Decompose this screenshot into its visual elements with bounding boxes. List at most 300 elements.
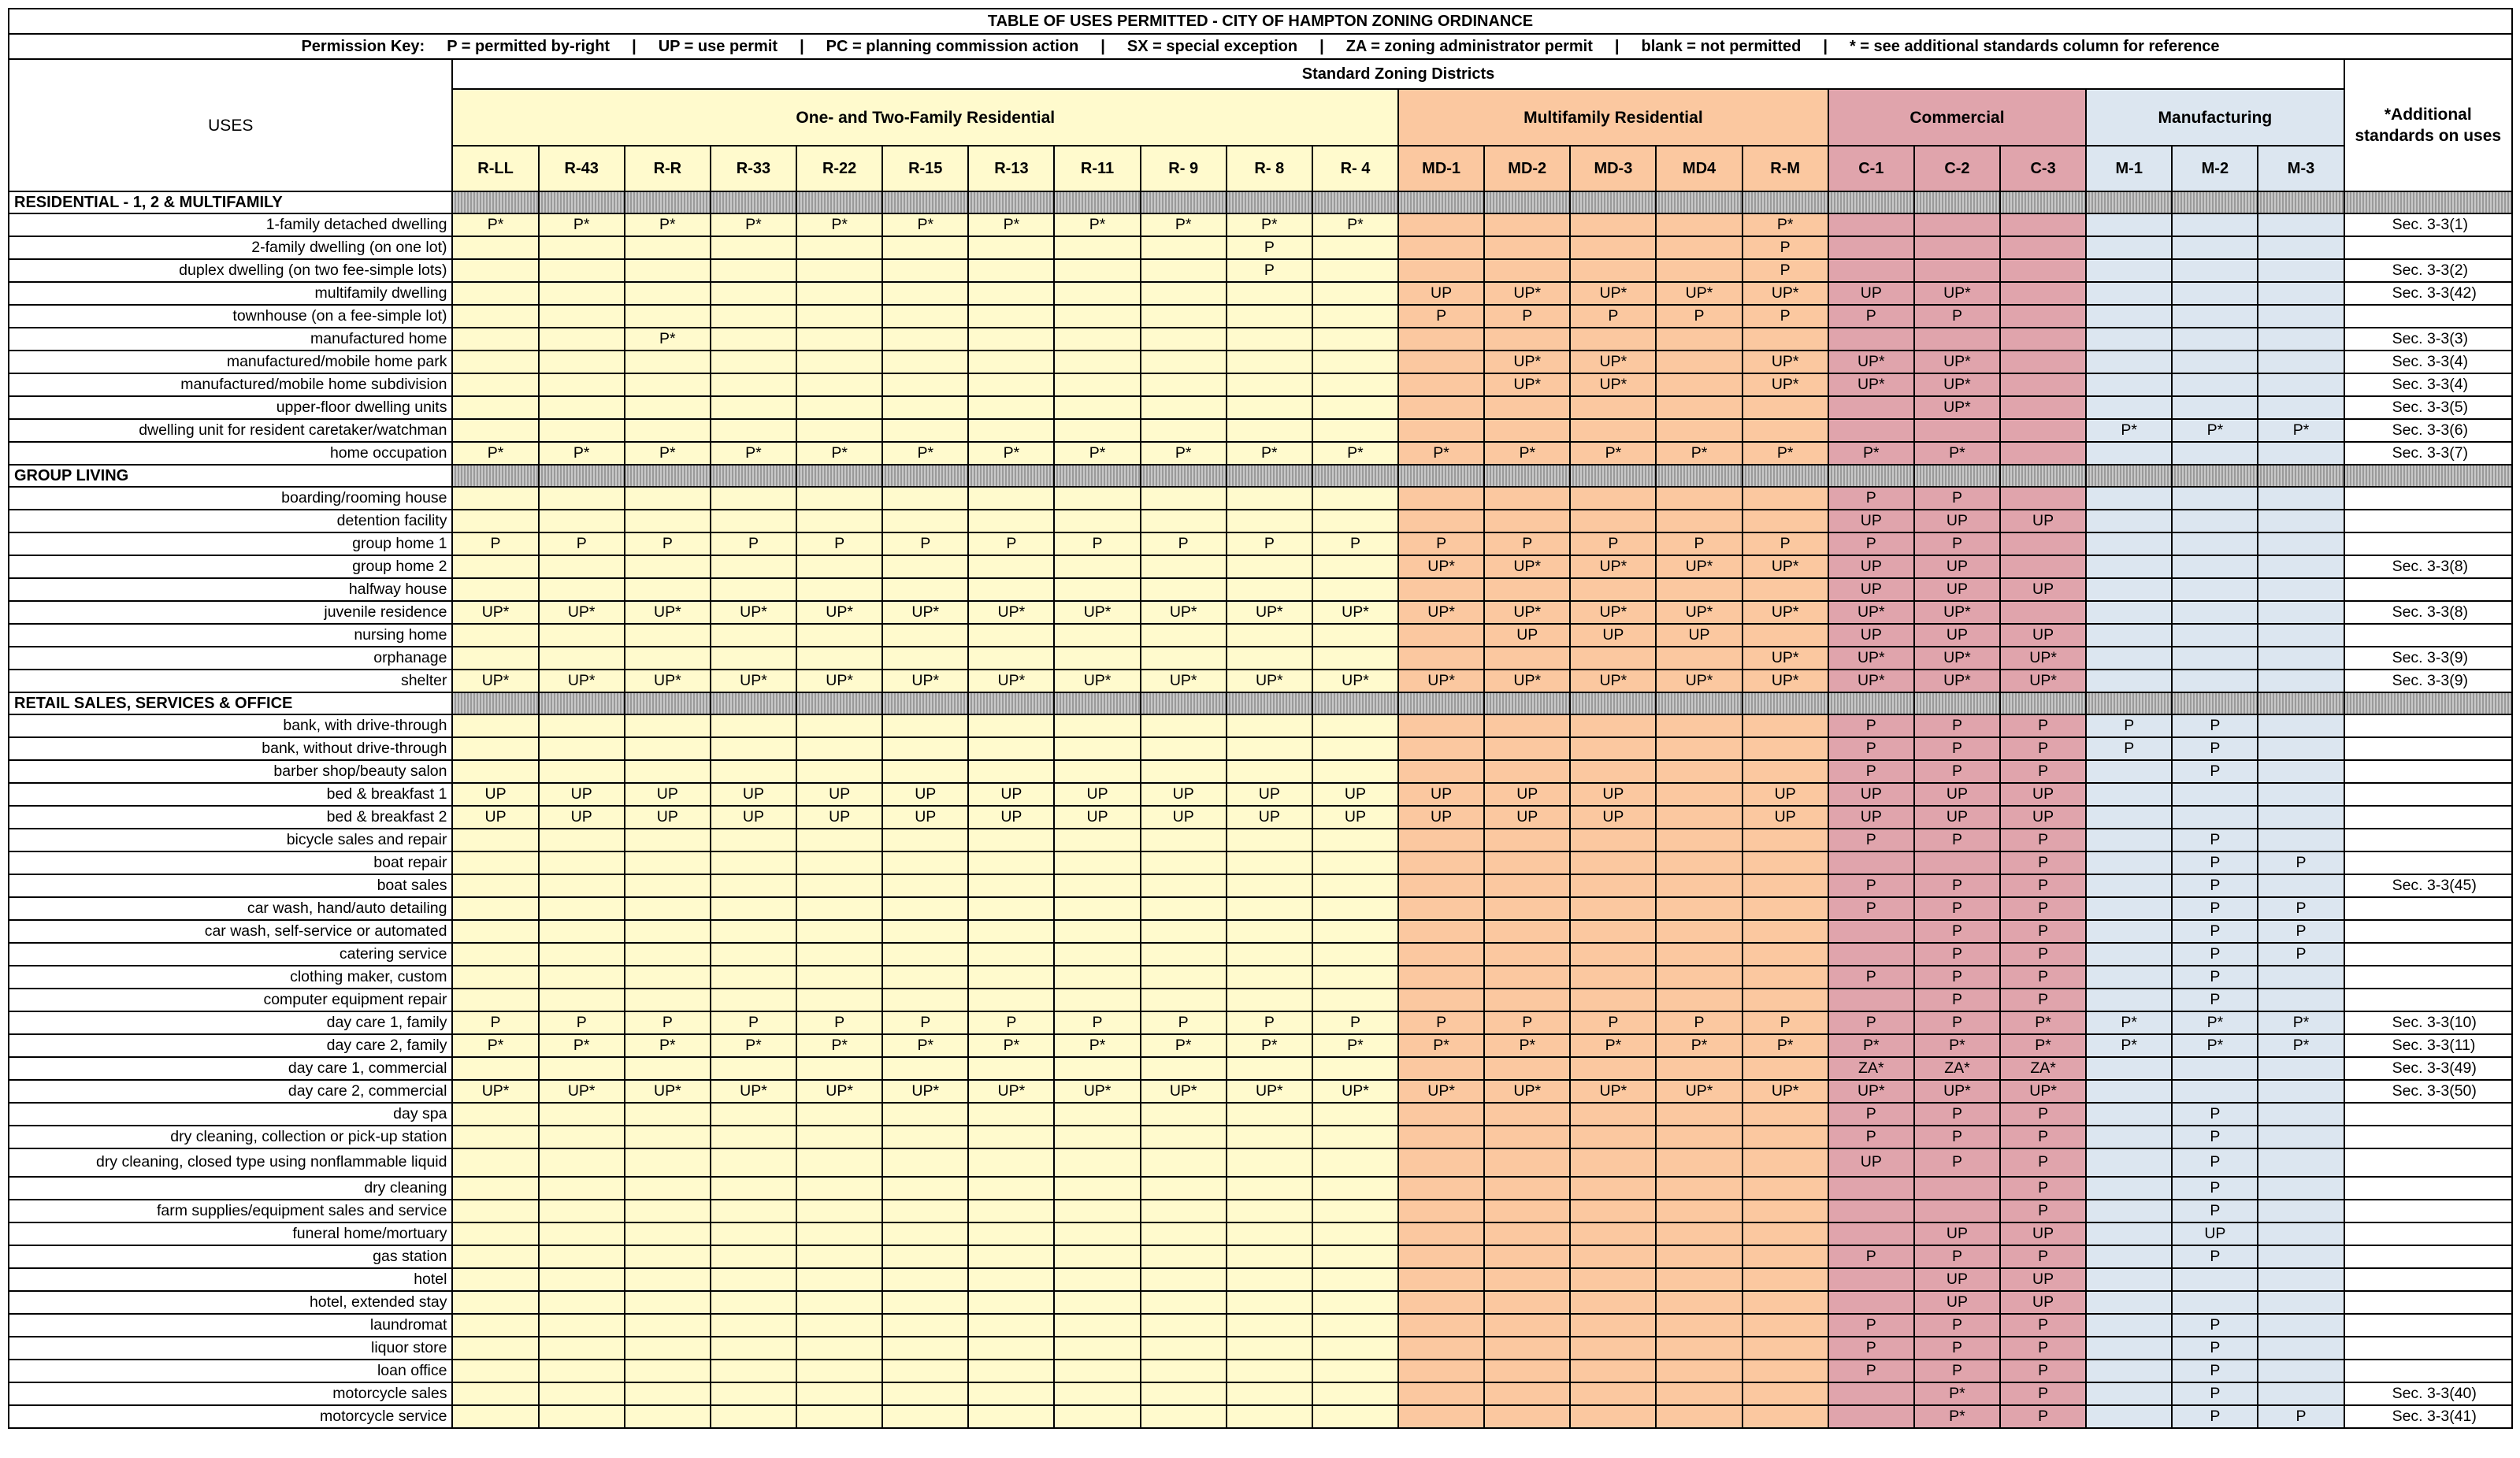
permission-cell xyxy=(1054,1126,1140,1148)
permission-cell xyxy=(882,1200,968,1222)
permission-cell xyxy=(1054,419,1140,442)
permission-cell xyxy=(1054,487,1140,510)
permission-cell xyxy=(625,1405,711,1428)
section-divider-cell xyxy=(1312,692,1398,714)
table-row xyxy=(9,1222,2512,1245)
table-row xyxy=(9,783,2512,806)
district-group-header: Commercial xyxy=(1828,89,2086,146)
permission-cell xyxy=(1656,1245,1742,1268)
permission-cell xyxy=(968,647,1054,670)
permission-cell xyxy=(882,829,968,851)
section-divider-cell xyxy=(2086,692,2172,714)
permission-cell xyxy=(1656,989,1742,1011)
permission-cell xyxy=(1054,578,1140,601)
key-separator: | xyxy=(1319,38,1324,55)
permission-cell xyxy=(539,419,625,442)
permission-cell xyxy=(2258,1268,2344,1291)
additional-standard-ref xyxy=(2344,1200,2512,1222)
permission-cell: UP* xyxy=(1570,601,1656,624)
permission-cell xyxy=(2086,760,2172,783)
additional-standard-ref: Sec. 3-3(1) xyxy=(2344,213,2512,236)
permission-cell xyxy=(452,1268,538,1291)
permission-cell: P xyxy=(1227,532,1312,555)
section-divider-cell xyxy=(882,692,968,714)
permission-cell xyxy=(1484,236,1570,259)
section-divider-cell xyxy=(882,191,968,213)
permission-cell: P xyxy=(1914,1126,2000,1148)
permission-cell: P xyxy=(1828,1314,1914,1337)
permission-cell xyxy=(1141,1382,1227,1405)
permission-cell xyxy=(1656,1126,1742,1148)
permission-cell xyxy=(882,1268,968,1291)
permission-cell xyxy=(1398,1245,1484,1268)
permission-cell xyxy=(539,1337,625,1360)
table-row xyxy=(9,282,2512,305)
permission-cell xyxy=(2172,442,2258,465)
permission-cell xyxy=(711,396,796,419)
permission-cell xyxy=(1570,966,1656,989)
permission-cell: UP* xyxy=(539,601,625,624)
use-name: nursing home xyxy=(9,624,452,647)
permission-cell xyxy=(1656,1057,1742,1080)
permission-cell: P xyxy=(2000,714,2086,737)
permission-cell: P* xyxy=(1312,213,1398,236)
permission-cell: UP* xyxy=(1312,601,1398,624)
permission-cell: P* xyxy=(1570,442,1656,465)
permission-cell xyxy=(1742,874,1828,897)
permission-cell xyxy=(1398,1382,1484,1405)
permission-cell xyxy=(1141,510,1227,532)
permission-key-item: PC = planning commission action xyxy=(826,38,1079,55)
permission-cell: P xyxy=(2172,714,2258,737)
permission-cell xyxy=(625,943,711,966)
permission-cell xyxy=(1227,1360,1312,1382)
table-row xyxy=(9,442,2512,465)
permission-cell: UP* xyxy=(1054,601,1140,624)
permission-cell xyxy=(1054,897,1140,920)
additional-standard-ref: Sec. 3-3(7) xyxy=(2344,442,2512,465)
permission-cell xyxy=(1054,1148,1140,1177)
permission-cell: ZA* xyxy=(1914,1057,2000,1080)
section-divider-cell xyxy=(2086,191,2172,213)
permission-cell: P xyxy=(1054,1011,1140,1034)
use-name: car wash, self-service or automated xyxy=(9,920,452,943)
permission-cell: UP xyxy=(1312,783,1398,806)
permission-cell xyxy=(2000,236,2086,259)
permission-cell xyxy=(452,897,538,920)
permission-cell xyxy=(796,1314,882,1337)
additional-standard-ref xyxy=(2344,829,2512,851)
permission-cell xyxy=(1742,1222,1828,1245)
permission-cell xyxy=(968,1126,1054,1148)
permission-cell xyxy=(1054,510,1140,532)
permission-cell xyxy=(796,989,882,1011)
permission-cell xyxy=(452,1148,538,1177)
permission-cell: UP xyxy=(796,783,882,806)
section-divider-cell xyxy=(2258,191,2344,213)
permission-cell xyxy=(1742,1103,1828,1126)
permission-cell: P* xyxy=(1656,1034,1742,1057)
permission-cell: UP xyxy=(1828,510,1914,532)
permission-cell xyxy=(2258,601,2344,624)
permission-cell xyxy=(625,737,711,760)
permission-cell xyxy=(1227,396,1312,419)
permission-cell xyxy=(1398,1126,1484,1148)
permission-cell xyxy=(796,396,882,419)
permission-cell xyxy=(882,920,968,943)
permission-cell: P xyxy=(1742,259,1828,282)
permission-cell xyxy=(711,1382,796,1405)
table-row xyxy=(9,760,2512,783)
district-code-header: M-2 xyxy=(2172,146,2258,191)
permission-cell xyxy=(2086,1382,2172,1405)
permission-key-item: * = see additional standards column for reference xyxy=(1849,38,2220,55)
permission-cell xyxy=(1141,1360,1227,1382)
permission-key-item: blank = not permitted xyxy=(1641,38,1802,55)
permission-cell: UP* xyxy=(1656,555,1742,578)
permission-cell xyxy=(882,1222,968,1245)
permission-cell: UP* xyxy=(1742,670,1828,692)
permission-cell xyxy=(1227,737,1312,760)
permission-cell xyxy=(968,989,1054,1011)
permission-cell xyxy=(2172,373,2258,396)
additional-standard-ref: Sec. 3-3(4) xyxy=(2344,351,2512,373)
permission-cell xyxy=(1742,1126,1828,1148)
permission-cell xyxy=(1398,829,1484,851)
permission-cell xyxy=(1570,920,1656,943)
permission-cell xyxy=(452,1382,538,1405)
permission-cell: UP xyxy=(968,806,1054,829)
permission-cell xyxy=(796,236,882,259)
table-row xyxy=(9,624,2512,647)
permission-cell xyxy=(539,1314,625,1337)
permission-cell xyxy=(1656,874,1742,897)
permission-cell: P xyxy=(1054,532,1140,555)
permission-cell xyxy=(1484,1314,1570,1337)
permission-cell: P xyxy=(1828,737,1914,760)
permission-cell xyxy=(625,1382,711,1405)
permission-cell xyxy=(539,989,625,1011)
permission-cell xyxy=(452,1057,538,1080)
permission-cell xyxy=(1742,1314,1828,1337)
permission-cell: UP xyxy=(1398,282,1484,305)
section-title: GROUP LIVING xyxy=(9,465,452,487)
uses-permitted-table xyxy=(8,8,2513,1429)
permission-cell xyxy=(711,1405,796,1428)
permission-cell xyxy=(452,487,538,510)
district-code-header: C-3 xyxy=(2000,146,2086,191)
permission-cell: P xyxy=(1828,874,1914,897)
permission-cell xyxy=(1227,1291,1312,1314)
permission-cell xyxy=(1227,555,1312,578)
permission-cell xyxy=(1398,259,1484,282)
permission-cell: P xyxy=(1914,989,2000,1011)
permission-cell xyxy=(2172,487,2258,510)
permission-cell xyxy=(1398,1268,1484,1291)
table-row xyxy=(9,419,2512,442)
permission-cell xyxy=(1141,1200,1227,1222)
permission-cell xyxy=(2086,396,2172,419)
permission-cell xyxy=(1914,328,2000,351)
permission-cell xyxy=(625,236,711,259)
permission-cell xyxy=(882,989,968,1011)
permission-cell xyxy=(1828,1382,1914,1405)
permission-cell xyxy=(1141,1314,1227,1337)
permission-cell: P xyxy=(1828,305,1914,328)
permission-cell xyxy=(2086,966,2172,989)
permission-cell xyxy=(882,1405,968,1428)
permission-cell xyxy=(1398,1360,1484,1382)
permission-cell: UP* xyxy=(2000,670,2086,692)
permission-cell: UP* xyxy=(2000,647,2086,670)
permission-cell: P xyxy=(1141,1011,1227,1034)
permission-cell xyxy=(1914,1177,2000,1200)
permission-cell xyxy=(1484,1291,1570,1314)
use-name: 2-family dwelling (on one lot) xyxy=(9,236,452,259)
table-row xyxy=(9,920,2512,943)
permission-cell: P xyxy=(1742,236,1828,259)
use-name: dry cleaning xyxy=(9,1177,452,1200)
table-row xyxy=(9,1268,2512,1291)
permission-cell xyxy=(2172,259,2258,282)
section-header-row xyxy=(9,191,2512,213)
permission-cell xyxy=(711,259,796,282)
section-divider-cell xyxy=(2344,191,2512,213)
section-divider-cell xyxy=(1914,692,2000,714)
table-row xyxy=(9,1177,2512,1200)
permission-cell xyxy=(1570,1177,1656,1200)
district-code-header: R-15 xyxy=(882,146,968,191)
permission-cell xyxy=(452,760,538,783)
permission-cell xyxy=(452,1360,538,1382)
permission-cell xyxy=(452,714,538,737)
permission-cell xyxy=(1742,1200,1828,1222)
permission-cell xyxy=(1570,943,1656,966)
permission-cell xyxy=(2086,510,2172,532)
permission-cell xyxy=(1054,989,1140,1011)
permission-cell xyxy=(1742,419,1828,442)
permission-cell xyxy=(1312,555,1398,578)
permission-cell xyxy=(625,989,711,1011)
permission-cell: P xyxy=(452,1011,538,1034)
permission-cell xyxy=(2258,1382,2344,1405)
section-divider-cell xyxy=(1141,191,1227,213)
permission-cell: UP xyxy=(1570,783,1656,806)
permission-cell xyxy=(2258,1126,2344,1148)
permission-cell xyxy=(2086,305,2172,328)
section-divider-cell xyxy=(796,692,882,714)
permission-cell: P xyxy=(1828,829,1914,851)
permission-cell xyxy=(882,737,968,760)
district-code-header: R-22 xyxy=(796,146,882,191)
permission-cell xyxy=(1227,1268,1312,1291)
permission-cell xyxy=(1914,213,2000,236)
permission-cell xyxy=(968,851,1054,874)
permission-cell xyxy=(711,1177,796,1200)
permission-cell: UP* xyxy=(1742,1080,1828,1103)
permission-cell: UP xyxy=(1227,806,1312,829)
permission-cell xyxy=(968,510,1054,532)
permission-cell xyxy=(2258,1103,2344,1126)
permission-cell xyxy=(1141,1268,1227,1291)
permission-cell xyxy=(1054,282,1140,305)
permission-cell xyxy=(625,829,711,851)
permission-cell: UP* xyxy=(1828,647,1914,670)
permission-cell: UP* xyxy=(1828,1080,1914,1103)
permission-cell xyxy=(711,989,796,1011)
permission-cell xyxy=(1227,989,1312,1011)
section-divider-cell xyxy=(1484,191,1570,213)
permission-cell: UP* xyxy=(539,1080,625,1103)
permission-cell xyxy=(968,373,1054,396)
use-name: home occupation xyxy=(9,442,452,465)
permission-cell xyxy=(1484,510,1570,532)
permission-cell: UP* xyxy=(1570,670,1656,692)
use-name: barber shop/beauty salon xyxy=(9,760,452,783)
permission-cell xyxy=(1054,396,1140,419)
table-row xyxy=(9,555,2512,578)
permission-cell xyxy=(1398,760,1484,783)
permission-cell xyxy=(625,1200,711,1222)
section-header-row xyxy=(9,465,2512,487)
permission-cell xyxy=(1742,328,1828,351)
section-divider-cell xyxy=(452,191,538,213)
permission-cell xyxy=(452,396,538,419)
permission-cell: P* xyxy=(625,1034,711,1057)
table-row xyxy=(9,1291,2512,1314)
permission-cell xyxy=(2086,328,2172,351)
permission-cell xyxy=(1312,1126,1398,1148)
use-name: day care 1, family xyxy=(9,1011,452,1034)
permission-cell xyxy=(625,555,711,578)
permission-cell xyxy=(1570,419,1656,442)
permission-cell xyxy=(1054,259,1140,282)
permission-cell: UP* xyxy=(1914,601,2000,624)
permission-cell xyxy=(1054,373,1140,396)
permission-cell: P xyxy=(2172,1405,2258,1428)
permission-cell: P xyxy=(2172,1148,2258,1177)
permission-cell xyxy=(968,259,1054,282)
table-row xyxy=(9,510,2512,532)
key-separator: | xyxy=(632,38,636,55)
additional-standard-ref xyxy=(2344,783,2512,806)
permission-cell xyxy=(968,1222,1054,1245)
permission-cell xyxy=(2000,282,2086,305)
permission-cell xyxy=(2258,578,2344,601)
permission-cell xyxy=(539,851,625,874)
permission-cell: P xyxy=(539,532,625,555)
permission-cell xyxy=(1141,943,1227,966)
permission-cell xyxy=(2086,487,2172,510)
permission-cell: P xyxy=(1828,1126,1914,1148)
permission-cell xyxy=(1656,920,1742,943)
permission-cell xyxy=(1484,1057,1570,1080)
permission-cell xyxy=(1828,259,1914,282)
permission-cell xyxy=(796,943,882,966)
permission-cell: P xyxy=(1742,305,1828,328)
permission-cell xyxy=(2086,783,2172,806)
permission-cell: P xyxy=(1914,1314,2000,1337)
permission-cell: P xyxy=(1227,1011,1312,1034)
permission-cell xyxy=(796,1177,882,1200)
permission-cell xyxy=(1227,624,1312,647)
permission-cell xyxy=(539,1268,625,1291)
permission-cell: UP* xyxy=(452,670,538,692)
permission-cell xyxy=(1227,1382,1312,1405)
permission-cell xyxy=(2172,1291,2258,1314)
permission-cell xyxy=(2172,236,2258,259)
use-name: dry cleaning, collection or pick-up station xyxy=(9,1126,452,1148)
permission-cell xyxy=(796,760,882,783)
permission-cell xyxy=(882,1245,968,1268)
permission-cell xyxy=(2086,351,2172,373)
permission-cell xyxy=(1742,1268,1828,1291)
permission-cell: P* xyxy=(968,213,1054,236)
permission-cell: P xyxy=(452,532,538,555)
permission-cell xyxy=(625,647,711,670)
permission-cell xyxy=(625,1245,711,1268)
permission-cell: UP* xyxy=(1828,601,1914,624)
permission-cell xyxy=(2086,1360,2172,1382)
permission-cell xyxy=(1484,419,1570,442)
permission-cell xyxy=(882,236,968,259)
permission-cell: UP xyxy=(1828,578,1914,601)
additional-standard-ref: Sec. 3-3(4) xyxy=(2344,373,2512,396)
permission-cell xyxy=(882,373,968,396)
permission-cell xyxy=(796,1337,882,1360)
permission-cell: UP xyxy=(2172,1222,2258,1245)
permission-cell xyxy=(1656,783,1742,806)
permission-cell: P xyxy=(1570,532,1656,555)
permission-cell: P xyxy=(2172,1314,2258,1337)
table-row xyxy=(9,1337,2512,1360)
permission-cell xyxy=(2172,624,2258,647)
permission-cell: UP xyxy=(1484,624,1570,647)
permission-cell: UP* xyxy=(625,670,711,692)
permission-cell xyxy=(1398,989,1484,1011)
additional-standard-ref: Sec. 3-3(41) xyxy=(2344,1405,2512,1428)
permission-cell xyxy=(968,328,1054,351)
permission-cell: P* xyxy=(882,1034,968,1057)
permission-cell xyxy=(711,282,796,305)
permission-cell xyxy=(1570,236,1656,259)
use-name: gas station xyxy=(9,1245,452,1268)
permission-cell xyxy=(1054,1382,1140,1405)
use-name: halfway house xyxy=(9,578,452,601)
permission-cell xyxy=(882,419,968,442)
permission-cell: P* xyxy=(1227,1034,1312,1057)
permission-cell xyxy=(1742,989,1828,1011)
permission-cell: UP* xyxy=(1570,555,1656,578)
key-separator: | xyxy=(1100,38,1105,55)
permission-cell: P* xyxy=(1742,213,1828,236)
permission-cell xyxy=(2000,259,2086,282)
permission-cell xyxy=(2258,966,2344,989)
permission-cell xyxy=(1312,943,1398,966)
permission-cell: P xyxy=(796,532,882,555)
section-divider-cell xyxy=(2086,465,2172,487)
permission-cell: P* xyxy=(968,442,1054,465)
table-row xyxy=(9,487,2512,510)
permission-cell: P xyxy=(2086,714,2172,737)
permission-cell xyxy=(2000,328,2086,351)
permission-cell: P xyxy=(2172,1126,2258,1148)
permission-cell: UP xyxy=(1398,806,1484,829)
district-code-header: R-M xyxy=(1742,146,1828,191)
permission-cell: P xyxy=(2000,1245,2086,1268)
section-divider-cell xyxy=(1656,465,1742,487)
permission-cell: P* xyxy=(1914,1034,2000,1057)
